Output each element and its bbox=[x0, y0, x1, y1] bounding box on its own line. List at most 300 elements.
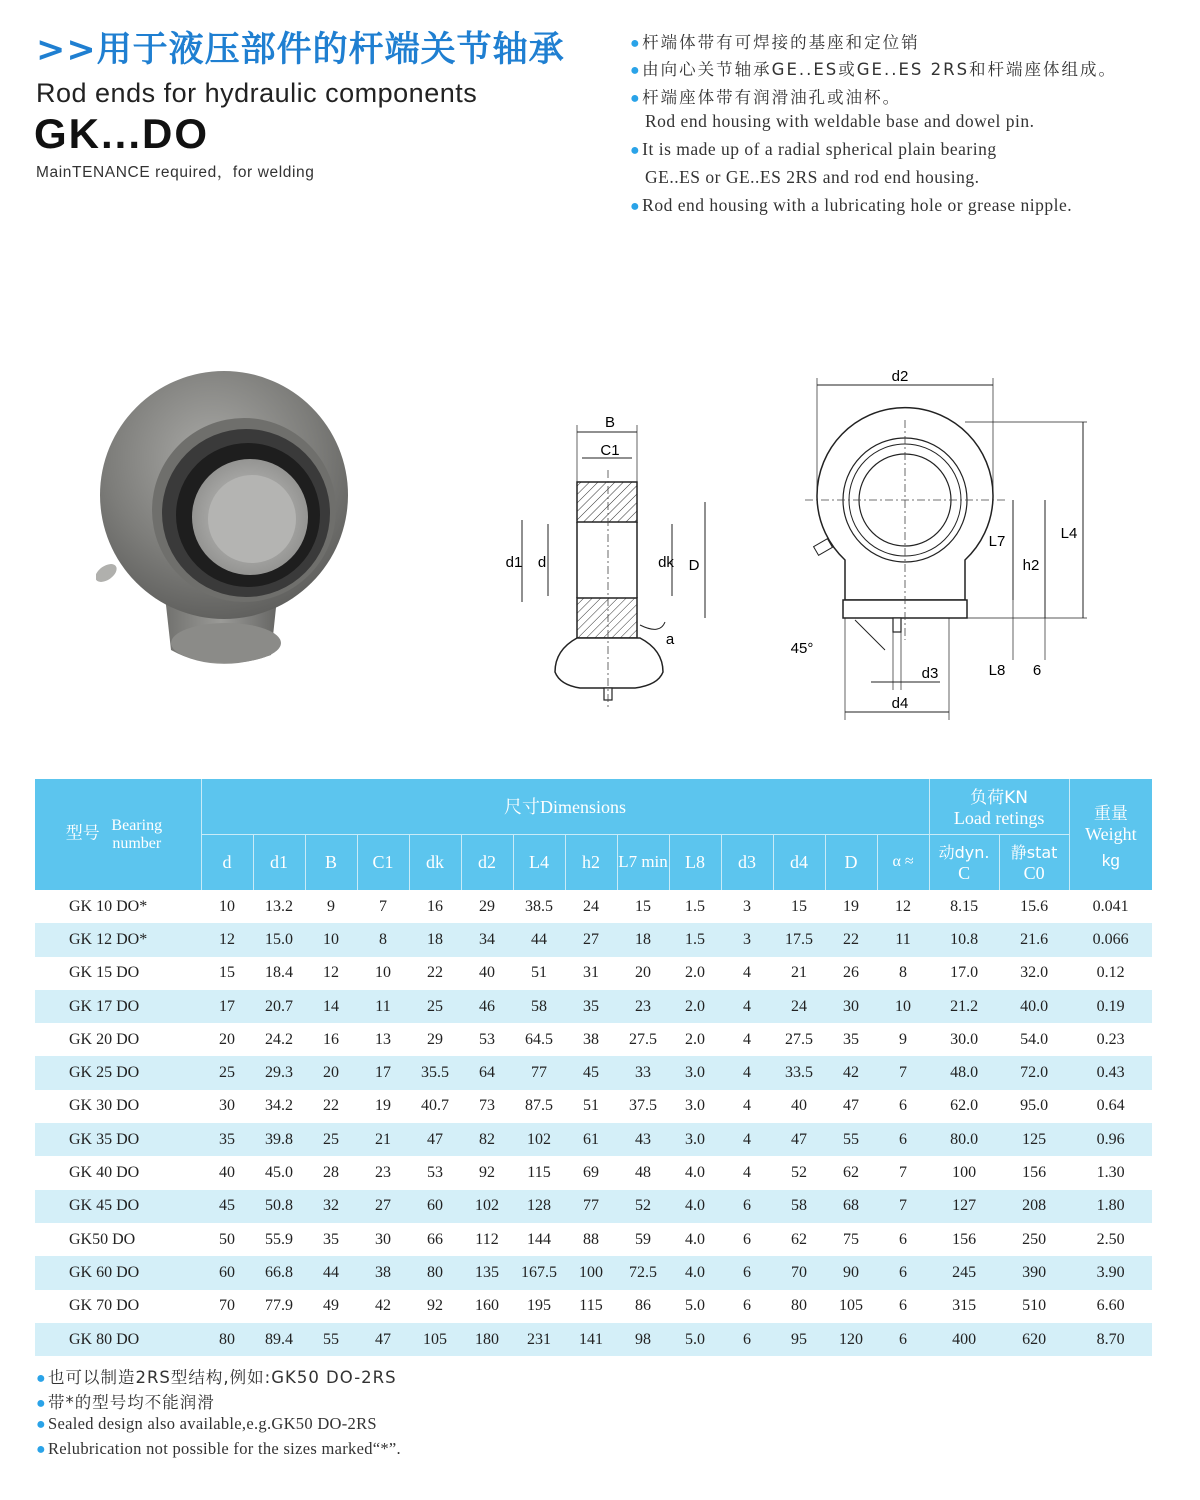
table-cell: 22 bbox=[323, 1097, 339, 1115]
table-cell: 88 bbox=[583, 1230, 599, 1248]
table-cell: 620 bbox=[999, 1323, 1069, 1356]
label-d: d bbox=[537, 554, 547, 571]
table-cell: 0.12 bbox=[1096, 964, 1125, 982]
table-row bbox=[35, 923, 1152, 956]
table-cell: 52 bbox=[617, 1190, 669, 1223]
table-cell: 10 bbox=[219, 897, 235, 915]
table-cell: 45.0 bbox=[265, 1164, 293, 1182]
table-cell: 35 bbox=[323, 1230, 339, 1248]
table-cell: 128 bbox=[513, 1190, 565, 1223]
table-cell: 120 bbox=[825, 1323, 877, 1356]
table-cell: 62.0 bbox=[950, 1097, 979, 1115]
table-cell: 10 bbox=[877, 990, 929, 1023]
footnote-text: Relubrication not possible for the sizes marked“*”. bbox=[47, 1439, 401, 1458]
table-cell: 35 bbox=[201, 1123, 253, 1156]
table-cell: 4 bbox=[721, 990, 773, 1023]
table-cell: 50 bbox=[219, 1230, 235, 1248]
col-header-d2: d2 bbox=[461, 834, 513, 890]
table-cell: 115 bbox=[527, 1164, 551, 1182]
table-cell: 44 bbox=[305, 1256, 357, 1289]
table-cell: 87.5 bbox=[525, 1097, 553, 1115]
table-cell: 24 bbox=[583, 897, 599, 915]
label-h2: h2 bbox=[1022, 557, 1040, 574]
col-header-L4: L4 bbox=[513, 834, 565, 890]
table-cell: 17 bbox=[357, 1056, 409, 1089]
table-cell: 66 bbox=[427, 1230, 443, 1248]
footnote-text: 带*的型号均不能润滑 bbox=[47, 1393, 215, 1412]
table-row bbox=[35, 1023, 1152, 1056]
table-cell: 160 bbox=[475, 1297, 499, 1315]
front-view-drawing bbox=[775, 360, 1095, 730]
table-cell: 11 bbox=[877, 923, 929, 956]
table-row bbox=[35, 1190, 1152, 1223]
table-cell: 55 bbox=[825, 1123, 877, 1156]
table-cell: 29 bbox=[427, 1030, 443, 1048]
label-d3: d3 bbox=[921, 665, 939, 682]
table-cell: 40 bbox=[791, 1097, 807, 1115]
table-cell: 98 bbox=[617, 1323, 669, 1356]
feature-text: Rod end housing with a lubricating hole or grease nipple. bbox=[642, 195, 1073, 215]
table-cell: 49 bbox=[323, 1297, 339, 1315]
table-cell: 105 bbox=[409, 1323, 461, 1356]
label-C1: C1 bbox=[600, 442, 620, 459]
table-cell: 4 bbox=[743, 1097, 751, 1115]
feature-item bbox=[630, 84, 901, 108]
table-cell: 40.7 bbox=[421, 1097, 449, 1115]
bullet-icon: ● bbox=[630, 142, 641, 159]
model-series-title: GK...DO bbox=[34, 110, 210, 157]
table-cell: 18 bbox=[617, 923, 669, 956]
footnote bbox=[36, 1439, 401, 1459]
table-cell: 46 bbox=[461, 990, 513, 1023]
bullet-icon: ● bbox=[630, 35, 641, 52]
feature-item bbox=[630, 195, 1072, 216]
table-cell: 23 bbox=[375, 1164, 391, 1182]
table-cell: 80.0 bbox=[929, 1123, 999, 1156]
col-weight-unit: kg bbox=[1101, 850, 1120, 870]
table-cell: 17.0 bbox=[950, 964, 979, 982]
table-cell: 2.50 bbox=[1096, 1230, 1125, 1248]
table-cell: 141 bbox=[565, 1323, 617, 1356]
bearing-number-cell: GK 12 DO* bbox=[35, 923, 201, 956]
label-45deg: 45° bbox=[790, 640, 814, 657]
table-cell: 62 bbox=[843, 1164, 859, 1182]
table-cell: 8 bbox=[357, 923, 409, 956]
table-cell: 19 bbox=[843, 897, 859, 915]
table-cell: 7 bbox=[379, 897, 387, 915]
bearing-number-cell: GK 45 DO bbox=[35, 1190, 201, 1223]
table-cell: 180 bbox=[461, 1323, 513, 1356]
table-cell: 80 bbox=[409, 1256, 461, 1289]
table-cell: 15.6 bbox=[1020, 897, 1049, 915]
bearing-number-cell: GK 17 DO bbox=[35, 990, 201, 1023]
spec-table bbox=[35, 779, 1152, 1356]
table-cell: 6 bbox=[877, 1123, 929, 1156]
table-cell: 77 bbox=[565, 1190, 617, 1223]
col-header-L8: L8 bbox=[669, 834, 721, 890]
table-cell: 6 bbox=[899, 1297, 908, 1315]
table-cell: 4 bbox=[721, 1123, 773, 1156]
bullet-icon: ● bbox=[630, 90, 641, 107]
table-cell: 44 bbox=[513, 923, 565, 956]
bearing-number-cell: GK 20 DO bbox=[69, 1030, 140, 1048]
table-cell: 30.0 bbox=[950, 1030, 979, 1048]
table-row bbox=[35, 890, 1152, 923]
table-cell: 30 bbox=[825, 990, 877, 1023]
table-cell: 2.0 bbox=[669, 990, 721, 1023]
maintenance-note: MainTENANCE required，for welding bbox=[36, 164, 315, 181]
table-row bbox=[35, 957, 1152, 990]
table-cell: 29 bbox=[479, 897, 495, 915]
table-cell: 37.5 bbox=[629, 1097, 657, 1115]
table-cell: 231 bbox=[513, 1323, 565, 1356]
table-cell: 16 bbox=[323, 1030, 339, 1048]
table-cell: 51 bbox=[583, 1097, 599, 1115]
table-cell: 9 bbox=[327, 897, 335, 915]
table-cell: 4 bbox=[743, 964, 751, 982]
table-cell: 15.0 bbox=[253, 923, 305, 956]
table-cell: 17 bbox=[201, 990, 253, 1023]
table-cell: 115 bbox=[579, 1297, 603, 1315]
col-header-alpha: α ≈ bbox=[877, 834, 929, 890]
table-cell: 10.8 bbox=[929, 923, 999, 956]
col-header-dk: dk bbox=[409, 834, 461, 890]
table-cell: 5.0 bbox=[685, 1297, 705, 1315]
table-cell: 21.6 bbox=[999, 923, 1069, 956]
bullet-icon: ● bbox=[36, 1370, 46, 1387]
table-cell: 23 bbox=[617, 990, 669, 1023]
col-header-C0-cn: 静stat bbox=[1010, 843, 1058, 863]
table-cell: 32 bbox=[305, 1190, 357, 1223]
table-cell: 0.19 bbox=[1069, 990, 1152, 1023]
table-cell: 4.0 bbox=[685, 1164, 705, 1182]
col-header-L7: L7 min bbox=[617, 834, 669, 890]
table-cell: 4 bbox=[721, 1056, 773, 1089]
table-cell: 82 bbox=[461, 1123, 513, 1156]
table-cell: 7 bbox=[899, 1164, 908, 1182]
group-load-en: Load retings bbox=[953, 808, 1045, 829]
bearing-number-cell: GK 15 DO bbox=[69, 964, 140, 982]
table-cell: 27 bbox=[565, 923, 617, 956]
bullet-icon: ● bbox=[630, 62, 641, 79]
table-cell: 4.0 bbox=[669, 1256, 721, 1289]
footnote-text: Sealed design also available,e.g.GK50 DO-2RS bbox=[47, 1414, 377, 1433]
col-header-d4: d4 bbox=[773, 834, 825, 890]
table-cell: 47 bbox=[773, 1123, 825, 1156]
bullet-icon: ● bbox=[36, 1441, 46, 1458]
table-cell: 64 bbox=[461, 1056, 513, 1089]
table-cell: 28 bbox=[323, 1164, 339, 1182]
table-cell: 55.9 bbox=[265, 1230, 293, 1248]
table-cell: 2.0 bbox=[685, 964, 705, 982]
table-cell: 34.2 bbox=[265, 1097, 293, 1115]
table-cell: 12 bbox=[895, 897, 912, 915]
page-title-en: Rod ends for hydraulic components bbox=[36, 78, 478, 108]
table-cell: 20 bbox=[305, 1056, 357, 1089]
feature-item bbox=[630, 56, 1117, 80]
table-cell: 100 bbox=[952, 1164, 977, 1182]
label-B: B bbox=[604, 414, 616, 431]
table-cell: 20.7 bbox=[253, 990, 305, 1023]
feature-item bbox=[645, 111, 1035, 132]
table-cell: 12 bbox=[323, 964, 339, 982]
table-cell: 250 bbox=[1022, 1230, 1047, 1248]
bullet-icon: ● bbox=[630, 198, 641, 215]
table-cell: 1.5 bbox=[669, 923, 721, 956]
table-cell: 30 bbox=[219, 1097, 235, 1115]
feature-item bbox=[630, 139, 997, 160]
table-cell: 105 bbox=[839, 1297, 863, 1315]
page-title-cn: >>用于液压部件的杆端关节轴承 bbox=[36, 30, 565, 70]
table-cell: 70 bbox=[219, 1297, 235, 1315]
bearing-number-cell: GK 25 DO bbox=[35, 1056, 201, 1089]
table-cell: 22 bbox=[427, 964, 443, 982]
table-cell: 156 bbox=[1022, 1164, 1047, 1182]
col-header-d: d bbox=[201, 834, 253, 890]
bearing-number-cell: GK 10 DO* bbox=[69, 897, 148, 915]
table-cell: 38 bbox=[357, 1256, 409, 1289]
table-cell: 315 bbox=[952, 1297, 977, 1315]
col-header-d3: d3 bbox=[721, 834, 773, 890]
label-d1: d1 bbox=[505, 554, 523, 571]
table-cell: 70 bbox=[773, 1256, 825, 1289]
col-header-d1: d1 bbox=[253, 834, 305, 890]
table-cell: 17.5 bbox=[773, 923, 825, 956]
table-cell: 75 bbox=[843, 1230, 859, 1248]
table-cell: 144 bbox=[527, 1230, 551, 1248]
table-cell: 38.5 bbox=[525, 897, 553, 915]
table-cell: 64.5 bbox=[525, 1030, 553, 1048]
table-cell: 72.5 bbox=[617, 1256, 669, 1289]
table-cell: 6 bbox=[743, 1297, 751, 1315]
footnote-text: 也可以制造2RS型结构,例如:GK50 DO-2RS bbox=[47, 1368, 397, 1387]
table-cell: 6 bbox=[877, 1323, 929, 1356]
col-weight-en: Weight bbox=[1085, 823, 1137, 844]
table-cell: 3.0 bbox=[685, 1097, 705, 1115]
table-cell: 35.5 bbox=[409, 1056, 461, 1089]
table-cell: 102 bbox=[513, 1123, 565, 1156]
table-cell: 53 bbox=[427, 1164, 443, 1182]
table-cell: 38 bbox=[583, 1030, 599, 1048]
col-header-C0 bbox=[999, 834, 1069, 890]
table-cell: 5.0 bbox=[669, 1323, 721, 1356]
table-cell: 66.8 bbox=[253, 1256, 305, 1289]
table-cell: 42 bbox=[375, 1297, 391, 1315]
table-cell: 15 bbox=[791, 897, 807, 915]
table-cell: 27.5 bbox=[785, 1030, 813, 1048]
table-cell: 89.4 bbox=[253, 1323, 305, 1356]
table-cell: 95 bbox=[773, 1323, 825, 1356]
table-cell: 27.5 bbox=[629, 1030, 657, 1048]
col-model-header bbox=[35, 779, 201, 890]
table-cell: 40 bbox=[479, 964, 495, 982]
table-cell: 14 bbox=[305, 990, 357, 1023]
table-cell: 135 bbox=[461, 1256, 513, 1289]
table-row bbox=[35, 1256, 1152, 1289]
table-cell: 90 bbox=[825, 1256, 877, 1289]
table-cell: 1.80 bbox=[1069, 1190, 1152, 1223]
label-d4: d4 bbox=[891, 695, 909, 712]
bearing-number-cell: GK 40 DO bbox=[69, 1164, 140, 1182]
bullet-icon: ● bbox=[36, 1416, 46, 1433]
table-cell: 4.0 bbox=[685, 1230, 705, 1248]
table-cell: 73 bbox=[479, 1097, 495, 1115]
table-cell: 1.30 bbox=[1096, 1164, 1125, 1182]
feature-text: GE..ES or GE..ES 2RS and rod end housing. bbox=[645, 167, 980, 187]
spec-table-body bbox=[35, 890, 1152, 1356]
rod-end-photo bbox=[96, 345, 376, 685]
table-cell: 102 bbox=[461, 1190, 513, 1223]
table-cell: 47 bbox=[843, 1097, 859, 1115]
table-cell: 8.70 bbox=[1069, 1323, 1152, 1356]
table-cell: 10 bbox=[305, 923, 357, 956]
label-dk: dk bbox=[658, 554, 674, 571]
table-cell: 100 bbox=[565, 1256, 617, 1289]
table-cell: 25 bbox=[305, 1123, 357, 1156]
table-cell: 21 bbox=[357, 1123, 409, 1156]
table-cell: 12 bbox=[201, 923, 253, 956]
table-cell: 52 bbox=[791, 1164, 807, 1182]
table-cell: 112 bbox=[475, 1230, 499, 1248]
table-cell: 50.8 bbox=[253, 1190, 305, 1223]
col-header-C-cn: 动dyn. bbox=[938, 843, 990, 863]
col-header-C1: C1 bbox=[357, 834, 409, 890]
table-cell: 20 bbox=[635, 964, 651, 982]
table-cell: 10 bbox=[375, 964, 391, 982]
table-cell: 27 bbox=[357, 1190, 409, 1223]
table-row bbox=[35, 1156, 1152, 1189]
table-row bbox=[35, 990, 1152, 1023]
col-model-cn: 型号 bbox=[65, 823, 100, 844]
label-L8: L8 bbox=[988, 662, 1006, 679]
table-cell: 6 bbox=[899, 1097, 908, 1115]
label-a: a bbox=[665, 631, 675, 648]
table-cell: 77.9 bbox=[265, 1297, 293, 1315]
table-cell: 7 bbox=[877, 1056, 929, 1089]
table-cell: 20 bbox=[219, 1030, 235, 1048]
table-cell: 16 bbox=[427, 897, 443, 915]
feature-text: 杆端体带有可焊接的基座和定位销 bbox=[642, 33, 920, 52]
table-cell: 19 bbox=[375, 1097, 391, 1115]
table-cell: 11 bbox=[357, 990, 409, 1023]
table-cell: 72.0 bbox=[999, 1056, 1069, 1089]
table-cell: 86 bbox=[635, 1297, 651, 1315]
table-cell: 3.0 bbox=[669, 1056, 721, 1089]
table-cell: 0.066 bbox=[1069, 923, 1152, 956]
table-cell: 33 bbox=[617, 1056, 669, 1089]
group-load bbox=[929, 779, 1069, 834]
table-cell: 127 bbox=[929, 1190, 999, 1223]
table-cell: 21 bbox=[791, 964, 807, 982]
table-cell: 9 bbox=[899, 1030, 908, 1048]
table-cell: 40.0 bbox=[999, 990, 1069, 1023]
table-cell: 8 bbox=[899, 964, 908, 982]
table-cell: 58 bbox=[513, 990, 565, 1023]
table-cell: 54.0 bbox=[1020, 1030, 1049, 1048]
label-L7: L7 bbox=[988, 533, 1006, 550]
table-row bbox=[35, 1223, 1152, 1256]
table-row bbox=[35, 1056, 1152, 1089]
table-cell: 7 bbox=[877, 1190, 929, 1223]
bearing-number-cell: GK 80 DO bbox=[35, 1323, 201, 1356]
table-cell: 69 bbox=[583, 1164, 599, 1182]
table-cell: 39.8 bbox=[253, 1123, 305, 1156]
table-row bbox=[35, 1323, 1152, 1356]
table-cell: 47 bbox=[357, 1323, 409, 1356]
table-cell: 0.64 bbox=[1096, 1097, 1125, 1115]
table-cell: 32.0 bbox=[1020, 964, 1049, 982]
feature-item bbox=[645, 167, 980, 188]
table-cell: 3.0 bbox=[669, 1123, 721, 1156]
col-header-C bbox=[929, 834, 999, 890]
table-cell: 4 bbox=[743, 1030, 751, 1048]
table-cell: 6 bbox=[721, 1323, 773, 1356]
table-cell: 42 bbox=[825, 1056, 877, 1089]
table-cell: 195 bbox=[527, 1297, 551, 1315]
section-drawing bbox=[500, 410, 730, 710]
table-cell: 40 bbox=[219, 1164, 235, 1182]
feature-item bbox=[630, 29, 920, 53]
table-row bbox=[35, 1123, 1152, 1156]
col-weight-cn: 重量 bbox=[1093, 803, 1128, 824]
table-cell: 60 bbox=[409, 1190, 461, 1223]
group-load-cn: 负荷KN bbox=[970, 788, 1029, 809]
table-cell: 167.5 bbox=[513, 1256, 565, 1289]
table-cell: 6 bbox=[743, 1230, 751, 1248]
table-cell: 51 bbox=[531, 964, 547, 982]
table-cell: 58 bbox=[773, 1190, 825, 1223]
table-cell: 6 bbox=[899, 1230, 908, 1248]
table-cell: 29.3 bbox=[253, 1056, 305, 1089]
group-dimensions: 尺寸Dimensions bbox=[201, 779, 929, 834]
table-cell: 61 bbox=[565, 1123, 617, 1156]
bearing-number-cell: GK 60 DO bbox=[35, 1256, 201, 1289]
table-cell: 3.90 bbox=[1069, 1256, 1152, 1289]
table-cell: 0.43 bbox=[1069, 1056, 1152, 1089]
table-row bbox=[35, 1290, 1152, 1323]
table-cell: 47 bbox=[409, 1123, 461, 1156]
table-cell: 4.0 bbox=[669, 1190, 721, 1223]
table-cell: 45 bbox=[201, 1190, 253, 1223]
table-cell: 6 bbox=[877, 1256, 929, 1289]
feature-text: It is made up of a radial spherical plain bearing bbox=[642, 139, 997, 159]
footnote bbox=[36, 1414, 377, 1434]
table-cell: 208 bbox=[999, 1190, 1069, 1223]
table-cell: 35 bbox=[565, 990, 617, 1023]
table-cell: 25 bbox=[201, 1056, 253, 1089]
bearing-number-cell: GK 70 DO bbox=[69, 1297, 140, 1315]
table-cell: 35 bbox=[843, 1030, 859, 1048]
table-cell: 77 bbox=[513, 1056, 565, 1089]
table-cell: 53 bbox=[479, 1030, 495, 1048]
table-cell: 21.2 bbox=[929, 990, 999, 1023]
table-cell: 59 bbox=[635, 1230, 651, 1248]
table-cell: 62 bbox=[791, 1230, 807, 1248]
table-cell: 8.15 bbox=[950, 897, 979, 915]
feature-text: 由向心关节轴承GE..ES或GE..ES 2RS和杆端座体组成。 bbox=[642, 60, 1118, 79]
table-cell: 15 bbox=[635, 897, 651, 915]
table-cell: 24 bbox=[773, 990, 825, 1023]
table-cell: 6 bbox=[721, 1256, 773, 1289]
table-cell: 0.23 bbox=[1096, 1030, 1125, 1048]
table-cell: 4 bbox=[743, 1164, 751, 1182]
table-cell: 80 bbox=[791, 1297, 807, 1315]
table-cell: 33.5 bbox=[773, 1056, 825, 1089]
table-cell: 22 bbox=[825, 923, 877, 956]
table-cell: 245 bbox=[929, 1256, 999, 1289]
table-row bbox=[35, 1090, 1152, 1123]
table-cell: 31 bbox=[583, 964, 599, 982]
